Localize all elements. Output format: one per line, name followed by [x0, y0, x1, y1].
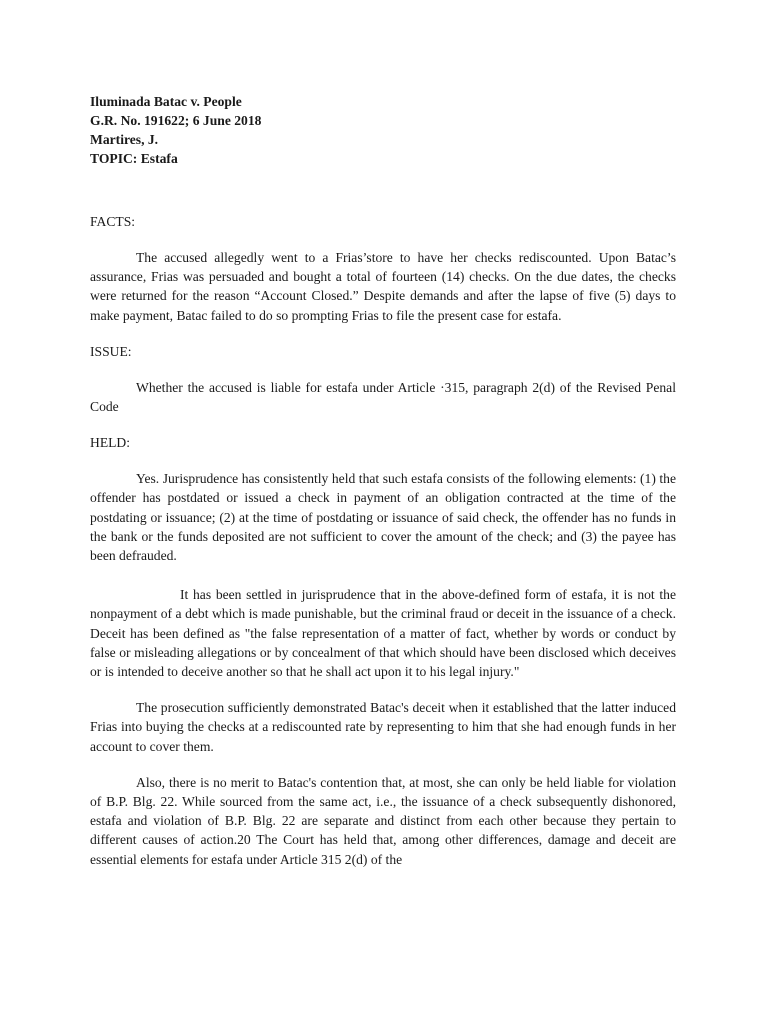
case-citation: G.R. No. 191622; 6 June 2018 [90, 113, 262, 128]
held-paragraph: It has been settled in jurisprudence that in the above-defined form of estafa, it is not the nonpayment of a debt which is made punishable, but the criminal fraud or deceit in the issuance of a check. Deceit has been defined as "the false representation of a matter of fact, whether by words or conduct by false or misleading allegations or by concealment of that which should have been disclosed which deceives or is intended to deceive another so that he shall act upon it to his legal injury." [90, 587, 676, 680]
issue-heading: ISSUE: [90, 343, 132, 359]
topic: TOPIC: Estafa [90, 151, 178, 166]
held-heading: HELD: [90, 435, 131, 451]
held-paragraph: Also, there is no merit to Batac's contention that, at most, she can only be held liable for violation of B.P. Blg. 22. While sourced from the same act, i.e., the issuance of a check subsequently dishonored, estafa and violation of B.P. Blg. 22 are separate and distinct from each other because they pertain to different causes of action.20 The Court has held that, among other differences, damage and deceit are essential elements for estafa under Article 315 2(d) of the [90, 774, 676, 867]
ponente: Martires, J. [90, 132, 159, 147]
issue-paragraph: Whether the accused is liable for estafa under Article ·315, paragraph 2(d) of the Revised Penal Code [90, 379, 676, 415]
facts-heading: FACTS: [90, 214, 136, 229]
held-paragraph: Yes. Jurisprudence has consistently held that such estafa consists of the following elements: (1) the offender has postdated or issued a check in payment of an obligation contracted at the time of the postdating or issuance; (2) at the time of postdating or issuance of said check, the offender has no funds in the bank or the funds deposited are not sufficient to cover the amount of the check; and (3) the payee has been defrauded. [90, 471, 676, 564]
document-page [90, 92, 676, 869]
held-paragraph: The prosecution sufficiently demonstrated Batac's deceit when it established that the latter induced Frias into buying the checks at a rediscounted rate by representing to him that she had enough funds in her account to cover them. [90, 700, 676, 754]
case-title: Iluminada Batac v. People [90, 94, 242, 109]
case-header [90, 92, 676, 168]
facts-paragraph: The accused allegedly went to a Frias’store to have her checks rediscounted. Upon Batac’s assurance, Frias was persuaded and bought a total of fourteen (14) checks. On the due dates, the checks were returned for the reason “Account Closed.” Despite demands and after the lapse of five (5) days to make payment, Batac failed to do so prompting Frias to file the present case for estafa. [90, 250, 676, 323]
